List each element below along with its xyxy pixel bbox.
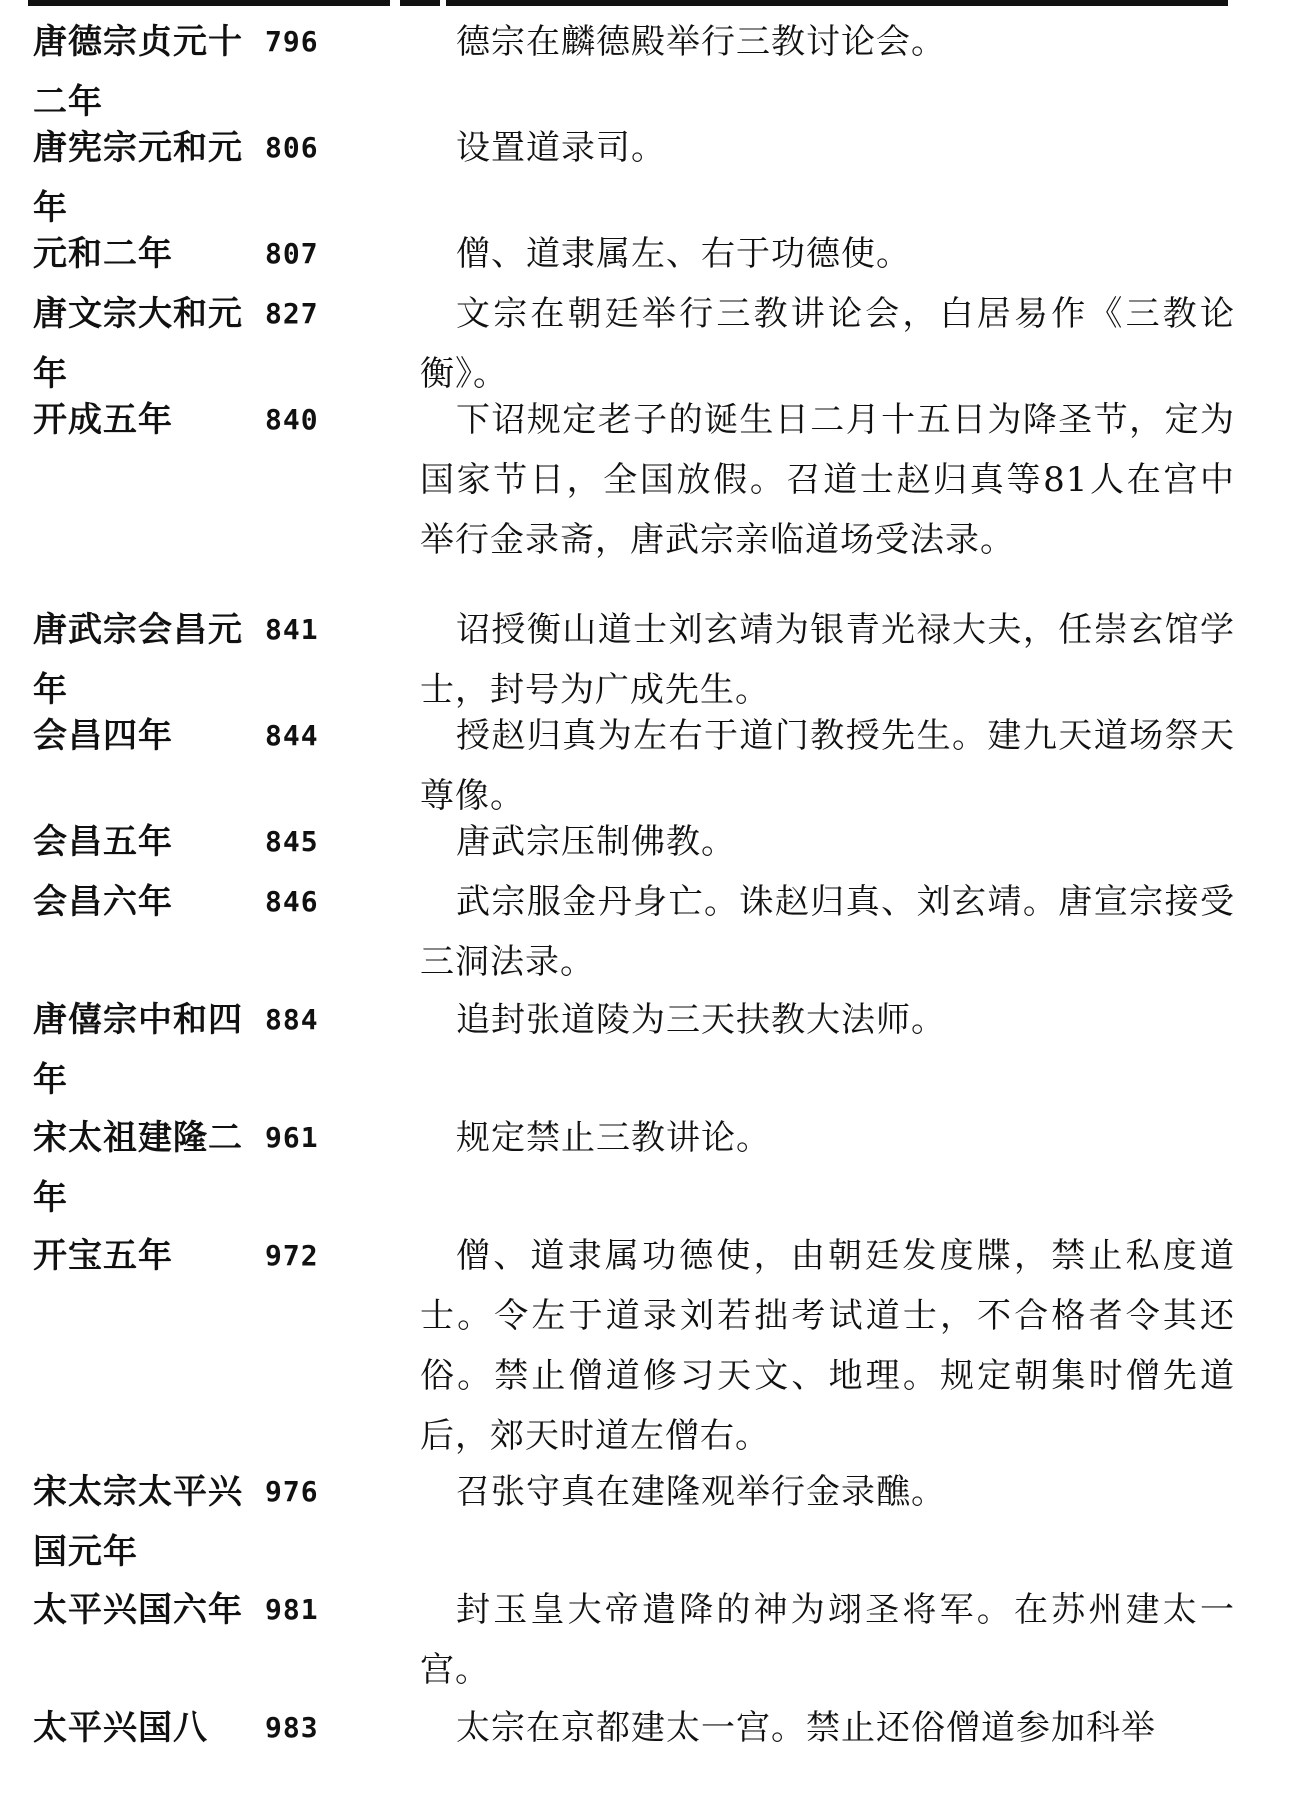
era-cell: 元和二年 — [33, 234, 173, 274]
era-cell: 开宝五年 — [33, 1236, 173, 1276]
era-cell: 宋太宗太平兴国元年 — [33, 1472, 243, 1572]
year-cell: 806 — [265, 131, 319, 164]
era-cell: 唐僖宗中和四年 — [33, 1000, 243, 1100]
event-cell: 召张守真在建隆观举行金录醮。 — [456, 1472, 946, 1512]
era-cell: 唐武宗会昌元年 — [33, 610, 243, 710]
year-cell: 976 — [265, 1475, 319, 1508]
era-cell: 开成五年 — [33, 400, 173, 440]
event-cell: 唐武宗压制佛教。 — [456, 822, 736, 862]
year-cell: 841 — [265, 613, 319, 646]
event-cell: 下诏规定老子的诞生日二月十五日为降圣节，定为国家节日，全国放假。召道士赵归真等81人在宫中举行金录斋，唐武宗亲临道场受法录。 — [420, 400, 1235, 560]
era-cell: 太平兴国六年 — [33, 1590, 243, 1630]
year-cell: 983 — [265, 1711, 319, 1744]
rule-segment-event — [446, 0, 1228, 6]
year-cell: 884 — [265, 1003, 319, 1036]
event-cell: 设置道录司。 — [456, 128, 666, 168]
year-cell: 961 — [265, 1121, 319, 1154]
event-cell: 僧、道隶属功德使，由朝廷发度牒，禁止私度道士。令左于道录刘若拙考试道士，不合格者令其还俗。禁止僧道修习天文、地理。规定朝集时僧先道后，郊天时道左僧右。 — [420, 1236, 1235, 1456]
event-cell: 授赵归真为左右于道门教授先生。建九天道场祭天尊像。 — [420, 716, 1235, 816]
event-cell: 文宗在朝廷举行三教讲论会，白居易作《三教论衡》。 — [420, 294, 1235, 394]
era-cell: 会昌五年 — [33, 822, 173, 862]
event-cell: 诏授衡山道士刘玄靖为银青光禄大夫，任崇玄馆学士，封号为广成先生。 — [420, 610, 1235, 710]
event-cell: 僧、道隶属左、右于功德使。 — [456, 234, 911, 274]
event-cell: 德宗在麟德殿举行三教讨论会。 — [456, 22, 946, 62]
year-cell: 845 — [265, 825, 319, 858]
era-cell: 会昌六年 — [33, 882, 173, 922]
year-cell: 981 — [265, 1593, 319, 1626]
rule-segment-era — [28, 0, 390, 6]
event-cell: 追封张道陵为三天扶教大法师。 — [456, 1000, 946, 1040]
event-cell: 规定禁止三教讲论。 — [456, 1118, 771, 1158]
event-cell: 太宗在京都建太一宫。禁止还俗僧道参加科举 — [456, 1708, 1156, 1748]
era-cell: 太平兴国八 — [33, 1708, 208, 1748]
era-cell: 宋太祖建隆二年 — [33, 1118, 243, 1218]
era-cell: 会昌四年 — [33, 716, 173, 756]
year-cell: 846 — [265, 885, 319, 918]
year-cell: 840 — [265, 403, 319, 436]
era-cell: 唐宪宗元和元年 — [33, 128, 243, 228]
year-cell: 807 — [265, 237, 319, 270]
era-cell: 唐德宗贞元十二年 — [33, 22, 243, 122]
year-cell: 827 — [265, 297, 319, 330]
year-cell: 972 — [265, 1239, 319, 1272]
year-cell: 796 — [265, 25, 319, 58]
year-cell: 844 — [265, 719, 319, 752]
rule-segment-year — [400, 0, 440, 6]
event-cell: 武宗服金丹身亡。诛赵归真、刘玄靖。唐宣宗接受三洞法录。 — [420, 882, 1235, 982]
era-cell: 唐文宗大和元年 — [33, 294, 243, 394]
event-cell: 封玉皇大帝遣降的神为翊圣将军。在苏州建太一宫。 — [420, 1590, 1235, 1690]
